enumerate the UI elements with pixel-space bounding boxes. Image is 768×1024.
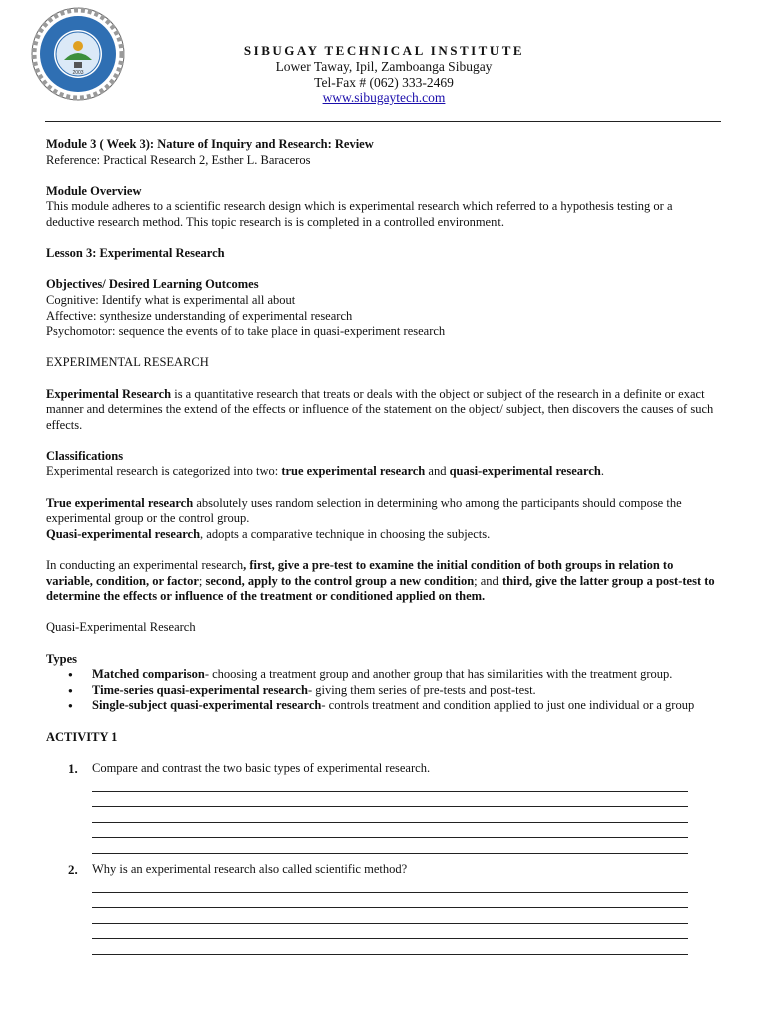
module-title: Module 3 ( Week 3): Nature of Inquiry and Research: Review: [46, 137, 374, 151]
answer-line[interactable]: [92, 924, 688, 940]
institution-telfax: Tel-Fax # (062) 333-2469: [314, 75, 454, 90]
type-text: - controls treatment and condition applied to just one individual or a group: [321, 698, 695, 713]
type-term: Time-series quasi-experimental research: [92, 682, 308, 697]
list-item: [92, 667, 722, 683]
module-reference: Reference: Practical Research 2, Esther L. Baraceros: [46, 152, 311, 167]
section-heading: EXPERIMENTAL RESEARCH: [46, 355, 209, 370]
procedure-part-3: ;: [198, 573, 206, 588]
question-text: Why is an experimental research also called scientific method?: [92, 861, 408, 876]
classifications-and: and: [425, 464, 450, 479]
objectives-heading: Objectives/ Desired Learning Outcomes: [46, 277, 259, 292]
answer-line[interactable]: [92, 823, 688, 839]
header-divider: [45, 121, 721, 122]
type-text: - choosing a treatment group and another group that has similarities with the treatment group.: [204, 667, 673, 682]
true-experimental-paragraph: [46, 496, 722, 527]
true-experimental-text: absolutely uses random selection in determining who among the participants should compose the experimental group or the control group.: [46, 495, 682, 526]
answer-line[interactable]: [92, 776, 688, 792]
classifications-quasi-term: quasi-experimental research: [449, 464, 601, 479]
true-experimental-term: True experimental research: [46, 495, 194, 510]
procedure-part-1: In conducting an experimental research: [46, 558, 244, 573]
answer-line[interactable]: [92, 877, 688, 893]
definition-text: is a quantitative research that treats or deals with the object or subject of the research in a definite or exact manner and determines the extend of the effects or influence of the statement on the object/ subject, then discovers the causes of such effects.: [46, 386, 714, 432]
answer-line[interactable]: [92, 908, 688, 924]
quasi-experimental-text: , adopts a comparative technique in choosing the subjects.: [200, 526, 491, 541]
answer-line[interactable]: [92, 893, 688, 909]
activity-question-1: [46, 761, 722, 854]
procedure-paragraph: [46, 558, 722, 605]
quasi-experimental-paragraph: [46, 527, 722, 543]
activity-heading: ACTIVITY 1: [46, 729, 118, 744]
objective-psychomotor: Psychomotor: sequence the events of to take place in quasi-experiment research: [46, 324, 446, 339]
definition-paragraph: [46, 387, 722, 434]
type-term: Single-subject quasi-experimental research: [92, 698, 322, 713]
procedure-part-4: second, apply to the control group a new condition: [205, 573, 475, 588]
list-item: [92, 698, 722, 714]
classifications-paragraph: [46, 464, 722, 480]
lesson-title: Lesson 3: Experimental Research: [46, 246, 225, 261]
objective-affective: Affective: synthesize understanding of experimental research: [46, 308, 353, 323]
quasi-section-heading: Quasi-Experimental Research: [46, 620, 196, 635]
institution-name: SIBUGAY TECHNICAL INSTITUTE: [243, 43, 525, 58]
answer-line[interactable]: [92, 792, 688, 808]
types-list: [46, 667, 722, 714]
question-number: 1.: [68, 760, 78, 776]
institution-address: Lower Taway, Ipil, Zamboanga Sibugay: [275, 59, 493, 74]
overview-text: This module adheres to a scientific research design which is experimental research which referred to a hypothesis testing or a deductive research method. This topic research is is completed in a controlled environment.: [46, 199, 673, 229]
procedure-part-2: , first, give a pre-test to examine the initial condition of both groups in relation to variable, condition, or factor: [46, 558, 674, 588]
list-item: [92, 683, 722, 699]
quasi-experimental-term: Quasi-experimental research: [46, 526, 201, 541]
classifications-end: .: [600, 464, 604, 479]
definition-term: Experimental Research: [46, 386, 172, 401]
module-content: [46, 137, 722, 955]
answer-line[interactable]: [92, 838, 688, 854]
objective-cognitive: Cognitive: Identify what is experimental all about: [46, 292, 296, 307]
procedure-part-6: third, give the latter group a post-test to determine the effects or influence of the treatment or conditioned applied on them.: [46, 573, 715, 604]
types-heading: Types: [46, 651, 78, 666]
type-term: Matched comparison: [92, 667, 205, 682]
institute-logo: [30, 6, 126, 102]
type-text: - giving them series of pre-tests and post-test.: [307, 682, 536, 697]
classifications-heading: Classifications: [46, 448, 124, 463]
answer-line[interactable]: [92, 939, 688, 955]
overview-heading: Module Overview: [46, 183, 142, 198]
classifications-true-term: true experimental research: [281, 464, 426, 479]
procedure-part-5: ; and: [474, 573, 502, 588]
answer-line[interactable]: [92, 807, 688, 823]
institution-website-link[interactable]: www.sibugaytech.com: [322, 90, 446, 105]
question-text: Compare and contrast the two basic types of experimental research.: [92, 760, 431, 775]
logo-year: 2003: [72, 70, 84, 76]
question-number: 2.: [68, 861, 78, 877]
classifications-intro: Experimental research is categorized into two:: [46, 464, 282, 479]
activity-question-2: [46, 862, 722, 955]
